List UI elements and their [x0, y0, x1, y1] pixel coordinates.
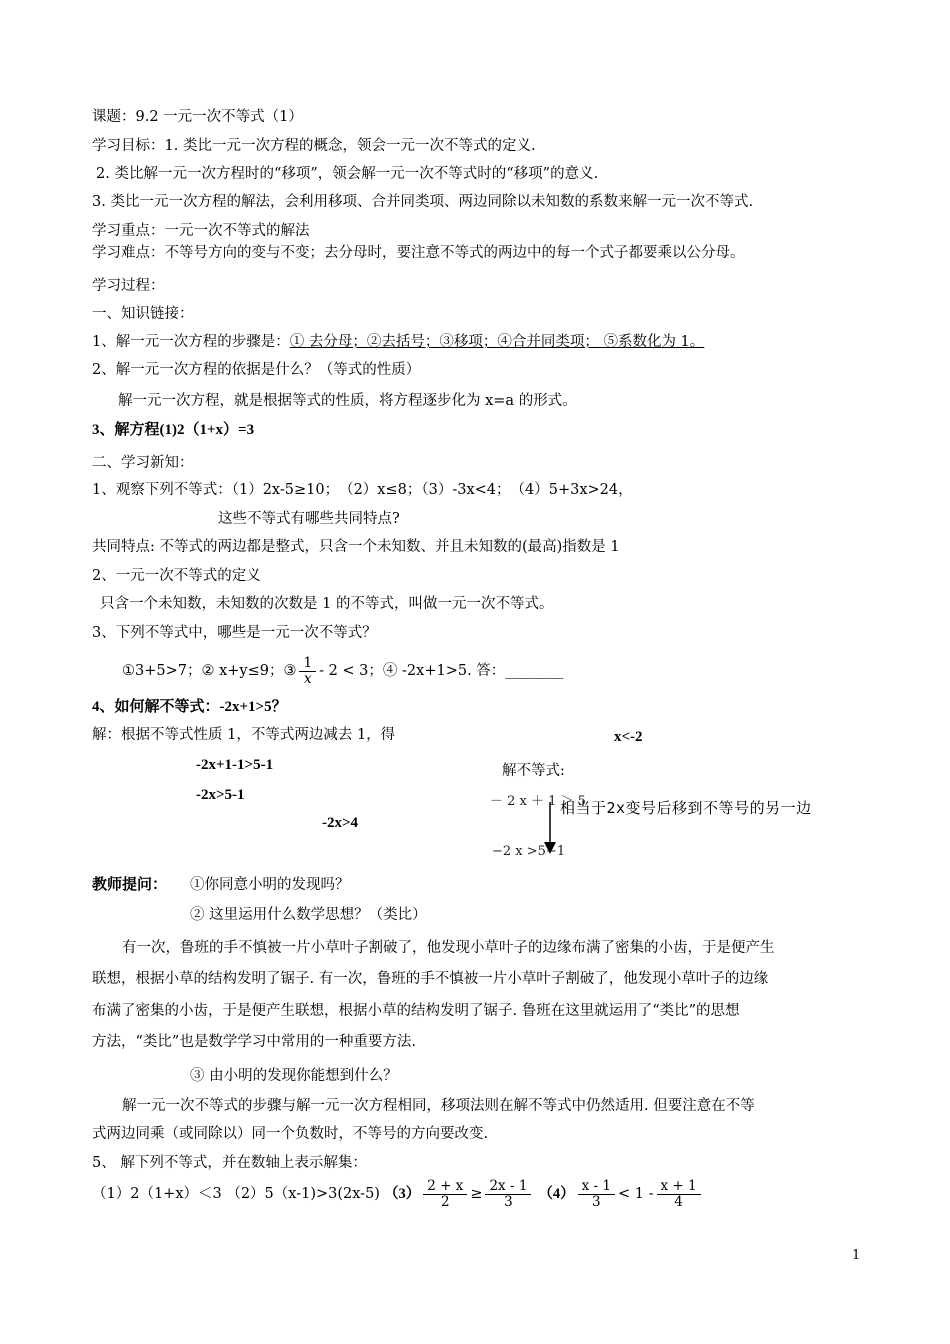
- section-new-knowledge: 二、学习新知：: [92, 455, 194, 471]
- common-features: 共同特点: 不等式的两边都是整式，只含一个未知数、并且未知数的(最高)指数是 1: [92, 539, 620, 555]
- inequality-options: [122, 653, 563, 689]
- equation-steps: [92, 332, 704, 352]
- page-number: 1: [852, 1248, 861, 1263]
- fraction-numerator: x - 1: [578, 1179, 615, 1195]
- teacher-question-2: ② 这里运用什么数学思想？（类比）: [190, 907, 427, 923]
- exercise-problems-1-2: （1）2（1+x）＜3 （2）5（x-1)>3(2x-5): [92, 1186, 380, 1202]
- fraction-denominator: 4: [674, 1193, 683, 1210]
- solve-inequality-question: 4、如何解不等式：-2x+1>5？: [92, 699, 287, 715]
- solve-equation-task: 3、解方程(1)2（1+x）=3: [92, 422, 255, 438]
- fraction-denominator: 3: [504, 1193, 513, 1210]
- greater-equal-sign: ≥: [470, 1186, 483, 1202]
- conclusion-line-1: 解一元一次不等式的步骤与解一元一次方程相同，移项法则在解不等式中仍然适用. 但要注意在不等: [122, 1098, 755, 1114]
- equation-steps-prefix: 1、解一元一次方程的步骤是：: [92, 334, 290, 350]
- solution-step-1: -2x+1-1>5-1: [196, 757, 274, 773]
- learning-goal-1: 学习目标：1. 类比一元一次方程的概念，领会一元一次不等式的定义.: [92, 138, 536, 154]
- side-expression-2: −2 x >5−1: [492, 844, 566, 859]
- story-line-2: 联想，根据小草的结构发明了锯子. 有一次，鲁班的手不慎被一片小草叶子割破了，他发现小草叶子的边缘: [92, 971, 769, 987]
- equation-basis-answer: 解一元一次方程，就是根据等式的性质，将方程逐步化为 x=a 的形式。: [118, 393, 577, 409]
- solution-result: x<-2: [614, 729, 643, 745]
- fraction-one-over-x: [299, 656, 316, 687]
- story-line-4: 方法，“类比”也是数学学习中常用的一种重要方法.: [92, 1034, 416, 1050]
- conclusion-line-2: 式两边同乘（或同除以）同一个负数时，不等号的方向要改变.: [92, 1126, 489, 1142]
- fraction-numerator: 2x - 1: [485, 1179, 531, 1195]
- fraction-numerator: 1: [299, 656, 316, 672]
- definition-title: 2、一元一次不等式的定义: [92, 568, 261, 584]
- observe-question: 这些不等式有哪些共同特点?: [218, 511, 400, 527]
- definition-text: 只含一个未知数，未知数的次数是 1 的不等式，叫做一元一次不等式。: [100, 596, 554, 612]
- side-expression-1: － 2 x ＋ 1 ＞ 5: [490, 794, 586, 809]
- lesson-title: 课题：9.2 一元一次不等式（1）: [92, 109, 303, 125]
- options-part-b: - 2 < 3；④ -2x+1>5. 答：________: [319, 663, 564, 679]
- equation-basis-question: 2、解一元一次方程的依据是什么？（等式的性质）: [92, 362, 421, 378]
- learning-goal-3: 3. 类比一元一次方程的解法，会利用移项、合并同类项、两边同除以未知数的系数来解一元一次不等式.: [92, 194, 754, 210]
- which-question: 3、下列不等式中，哪些是一元一次不等式？: [92, 625, 377, 641]
- fraction-numerator: x + 1: [657, 1179, 701, 1195]
- difficulty: 学习难点：不等号方向的变与不变；去分母时，要注意不等式的两边中的每一个式子都要乘以公分母。: [92, 245, 745, 261]
- story-line-1: 有一次，鲁班的手不慎被一片小草叶子割破了，他发现小草叶子的边缘布满了密集的小齿，于是便产生: [122, 940, 775, 956]
- teacher-question-3: ③ 由小明的发现你能想到什么？: [190, 1068, 398, 1084]
- learning-goal-2: 2. 类比解一元一次方程时的“移项”，领会解一元一次不等式时的“移项”的意义.: [96, 166, 599, 182]
- teacher-question-1: ①你同意小明的发现吗？: [190, 877, 350, 893]
- fraction-denominator: x: [303, 670, 312, 687]
- fraction-numerator: 2 + x: [423, 1179, 467, 1195]
- fraction-2-plus-x-over-2: [423, 1179, 467, 1210]
- exercise-problems: [92, 1172, 704, 1216]
- fraction-x-plus-1-over-4: [657, 1179, 701, 1210]
- fraction-denominator: 3: [592, 1193, 601, 1210]
- fraction-x-minus-1-over-3: [578, 1179, 615, 1210]
- side-handwritten-note: 相当于2x变号后移到不等号的另一边: [560, 799, 812, 817]
- observe-inequalities: 1、观察下列不等式：（1）2x-5≥10； （2）x≤8；（3）-3x<4； （4）5+3x>24，: [92, 482, 633, 498]
- story-line-3: 布满了密集的小齿，于是便产生联想，根据小草的结构发明了锯子. 鲁班在这里就运用了“类比”的思想: [92, 1003, 740, 1019]
- key-point: 学习重点：一元一次不等式的解法: [92, 223, 310, 239]
- fraction-2x-minus-1-over-3: [485, 1179, 531, 1210]
- solution-step-2: -2x>5-1: [196, 787, 245, 803]
- equation-steps-list: ① 去分母；②去括号；③移项；④合并同类项； ⑤系数化为 1。: [289, 334, 705, 350]
- teacher-label: 教师提问：: [92, 877, 168, 893]
- exercise-problem-4-label: （4）: [538, 1186, 575, 1202]
- process-heading: 学习过程：: [92, 278, 165, 294]
- fraction-denominator: 2: [440, 1193, 450, 1210]
- solution-step-3: -2x>4: [322, 815, 359, 831]
- solution-intro: 解：根据不等式性质 1，不等式两边减去 1，得: [92, 727, 396, 743]
- options-part-a: ①3+5>7；② x+y≤9；③: [122, 663, 297, 679]
- exercise-title: 5、 解下列不等式，并在数轴上表示解集：: [92, 1155, 367, 1171]
- section-knowledge-link: 一、知识链接：: [92, 306, 194, 322]
- exercise-problem-3-label: （3）: [383, 1186, 421, 1202]
- side-title: 解不等式:: [502, 763, 565, 779]
- less-than-one-minus: < 1 -: [618, 1186, 654, 1202]
